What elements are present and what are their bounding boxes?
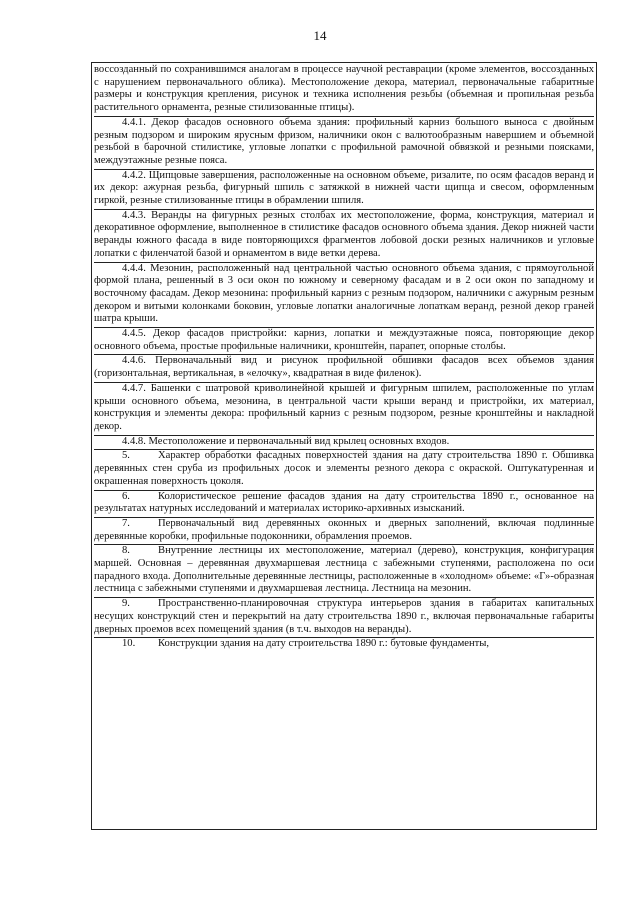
paragraph-text: Характер обработки фасадных поверхностей здания на дату строительства 1890 г. Обшивка деревянных стен сруба из профильных досок и элементы резного декора с окраской. Оштукатуренная и окрашенная поверхность цоколя. [94, 450, 594, 487]
paragraph-text: Конструкции здания на дату строительства 1890 г.: бутовые фундаменты, [158, 638, 490, 650]
paragraph-7 [94, 518, 594, 545]
paragraph-text: Колористическое решение фасадов здания на дату строительства 1890 г., основанное на результатах натурных исследований и материалах историко-архивных изысканий. [94, 490, 594, 515]
paragraph-number: 5. [122, 450, 130, 462]
paragraph-text: Мезонин, расположенный над центральной частью основного объема здания, с прямоугольной формой плана, решенный в 3 оси окон по южному и северному фасадам и в 2 оси окон по западному и восточному фасадам. Декор мезонина: профильный карниз с резным подзором, наличники с ажурным резным декором и витыми колонками боковин, угловые лопатки аналогичные лопаткам веранд, резной декор граней шатра крыши. [94, 262, 594, 325]
paragraph-text: Внутренние лестницы их местоположение, материал (дерево), конструкция, конфигурация маршей. Основная – деревянная двухмаршевая лестница с забежными ступенями, расположена по оси парадного входа. Дополнительные деревянные лестницы, расположенные в «холодном» объеме: «Г»-образная лестница с забежными ступенями и двухмаршевая лестница. Лестница на мезонин. [94, 545, 594, 595]
paragraph-number: 7. [122, 517, 130, 529]
paragraph-9 [94, 598, 594, 638]
paragraph-4-4-1 [94, 117, 594, 170]
paragraph-number: 9. [122, 598, 130, 610]
paragraph-4-4-6 [94, 355, 594, 382]
paragraph-number: 6. [122, 490, 130, 502]
paragraph-number: 10. [122, 638, 136, 650]
paragraph-number: 4.4.5. [122, 328, 146, 340]
paragraph-number: 4.4.6. [122, 355, 146, 367]
paragraph-text: Башенки с шатровой криволинейной крышей и фигурным шпилем, расположенные по углам крыши основного объема, мезонина, в центральной части крыши веранд и пристройки, их материал, конструкция и элементы декора: профильный карниз с резным подзором, резные кронштейны и накладной декор. [94, 382, 594, 432]
paragraph-number: 4.4.3. [122, 209, 146, 221]
paragraph-number: 8. [122, 545, 130, 557]
paragraph-4-4-4 [94, 263, 594, 329]
paragraph-number: 4.4.8. [122, 435, 146, 447]
paragraph-text: Декор фасадов основного объема здания: профильный карниз большого выноса с двойным резным подзором и широким ярусным фризом, наличники окон с валютообразным навершием и объемной резьбой в барочной стилистике, угловые лопатки с профильной рамочной обвязкой и резными поясками, междуэтажные резные пояса. [94, 116, 594, 166]
paragraph-number: 4.4.4. [122, 262, 146, 274]
paragraph-text: Декор фасадов пристройки: карниз, лопатки и междуэтажные пояса, повторяющие декор основного объема, простые профильные наличники, кронштейн, парапет, опорные столбы. [94, 328, 594, 352]
document-table [91, 62, 597, 830]
paragraph-number: 4.4.1. [122, 116, 146, 128]
paragraph-4-4-2 [94, 170, 594, 210]
paragraph-text: Щипцовые завершения, расположенные на основном объеме, ризалите, по осям фасадов веранд и их декор: ажурная резьба, фигурный шпиль с затяжкой в нижней части щипца и свесом, оформленным гиркой, резные стилизованные птицы в обрамлении шпиля. [94, 169, 595, 207]
page-number: 14 [313, 28, 327, 43]
paragraph-8 [94, 545, 594, 598]
paragraph-number: 4.4.2. [122, 169, 146, 181]
paragraph-text: воссозданный по сохранившимся аналогам в процессе научной реставрации (кроме элементов, воссозданных с нарушением первоначального облика). Местоположение декора, материал, первоначальные габаритные размеры и конструкция крепления, рисунок и техника исполнения резьбы (объемная и пропильная резьба растительного орнамента, резные стилизованные птицы). [94, 64, 594, 114]
paragraph-number: 4.4.7. [122, 382, 146, 394]
paragraph-4-4-7 [94, 383, 594, 436]
paragraph-text: Первоначальный вид деревянных оконных и дверных заполнений, включая подлинные деревянные коробки, профильные подоконники, обрамления проемов. [94, 517, 594, 542]
paragraph-text: Первоначальный вид и рисунок профильной обшивки фасадов всех объемов здания (горизонтальная, вертикальная, в «елочку», квадратная в виде филенок). [94, 355, 594, 380]
paragraph-text: Пространственно-планировочная структура интерьеров здания в габаритах капитальных несущих конструкций стен и перекрытий на дату строительства 1890 г., включая первоначальные габариты дверных проемов всех помещений здания (в т.ч. выходов на веранды). [94, 598, 594, 635]
paragraph-6 [94, 491, 594, 518]
paragraph-4-4-8 [94, 436, 594, 451]
paragraph-text: Веранды на фигурных резных столбах их местоположение, форма, конструкция, материал и декоративное оформление, выполненное в стилистике фасадов основного объема здания. Декор нижней части веранды южного фасада в виде повторяющихся фрагментов лобовой доски резных наличников и угловые лопатки с филенчатой базой и орнаментом в виде ветки дерева. [94, 209, 594, 259]
paragraph-5 [94, 450, 594, 490]
paragraph-4-4-3 [94, 210, 594, 263]
paragraph-0 [94, 64, 594, 117]
paragraph-10 [94, 638, 594, 652]
paragraph-4-4-5 [94, 328, 594, 355]
paragraph-text: Местоположение и первоначальный вид крылец основных входов. [148, 435, 450, 447]
